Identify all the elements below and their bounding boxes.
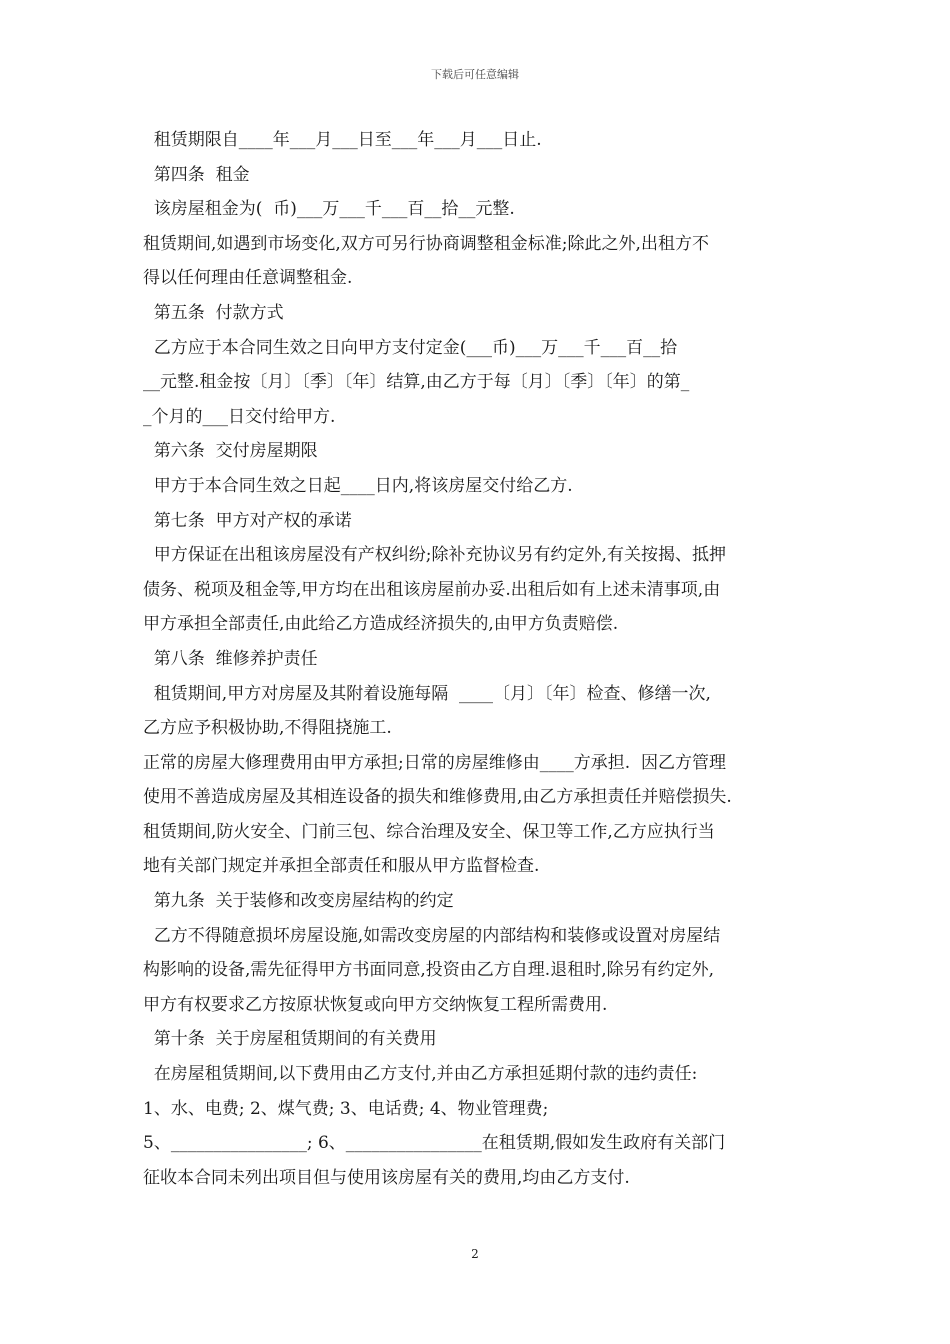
text-line: 第十条 关于房屋租赁期间的有关费用: [143, 1029, 437, 1050]
text-line: 得以任何理由任意调整租金.: [143, 268, 353, 289]
text-line: 在房屋租赁期间,以下费用由乙方支付,并由乙方承担延期付款的违约责任:: [143, 1064, 698, 1085]
text-line: 正常的房屋大修理费用由甲方承担;日常的房屋维修由____方承担. 因乙方管理: [143, 752, 726, 773]
text-line: 地有关部门规定并承担全部责任和服从甲方监督检查.: [143, 856, 540, 877]
text-line: 该房屋租金为( 币)___万___千___百__拾__元整.: [143, 199, 515, 220]
text-line: 1、水、电费; 2、煤气费; 3、电话费; 4、物业管理费;: [143, 1098, 549, 1119]
text-line: _个月的___日交付给甲方.: [143, 406, 336, 427]
text-line: 租赁期间,甲方对房屋及其附着设施每隔 ____〔月〕〔年〕检查、修缮一次,: [143, 683, 711, 704]
page-header: 下载后可任意编辑: [431, 68, 519, 81]
text-line: 乙方应予积极协助,不得阻挠施工.: [143, 718, 392, 739]
document-body: [143, 123, 813, 1195]
text-line: 第九条 关于装修和改变房屋结构的约定: [143, 891, 454, 912]
text-line: 甲方有权要求乙方按原状恢复或向甲方交纳恢复工程所需费用.: [143, 994, 608, 1015]
text-line: 租赁期间,如遇到市场变化,双方可另行协商调整租金标准;除此之外,出租方不: [143, 233, 709, 254]
text-line: 第五条 付款方式: [143, 302, 284, 323]
text-line: 债务、税项及租金等,甲方均在出租该房屋前办妥.出租后如有上述未清事项,由: [143, 579, 721, 600]
text-line: 第七条 甲方对产权的承诺: [143, 510, 352, 531]
text-line: 乙方不得随意损坏房屋设施,如需改变房屋的内部结构和装修或设置对房屋结: [143, 925, 721, 946]
text-line: 租赁期限自____年___月___日至___年___月___日止.: [143, 130, 542, 150]
page-number: 2: [471, 1247, 479, 1261]
text-line: 租赁期间,防火安全、门前三包、综合治理及安全、保卫等工作,乙方应执行当: [143, 821, 715, 842]
text-line: 甲方于本合同生效之日起____日内,将该房屋交付给乙方.: [143, 475, 573, 496]
text-line: 第四条 租金: [143, 164, 250, 185]
text-line: 第六条 交付房屋期限: [143, 441, 318, 462]
text-line: 乙方应于本合同生效之日向甲方支付定金(___币)___万___千___百__拾: [143, 337, 678, 358]
text-line: 构影响的设备,需先征得甲方书面同意,投资由乙方自理.退租时,除另有约定外,: [143, 960, 715, 981]
text-line: 5、________________; 6、________________在租赁期,假如发生政府有关部门: [143, 1133, 726, 1154]
text-line: 甲方保证在出租该房屋没有产权纠纷;除补充协议另有约定外,有关按揭、抵押: [143, 545, 726, 566]
text-line: 甲方承担全部责任,由此给乙方造成经济损失的,由甲方负责赔偿.: [143, 614, 619, 635]
text-line: 使用不善造成房屋及其相连设备的损失和维修费用,由乙方承担责任并赔偿损失.: [143, 787, 732, 808]
text-line: 第八条 维修养护责任: [143, 648, 318, 669]
text-line: 征收本合同未列出项目但与使用该房屋有关的费用,均由乙方支付.: [143, 1167, 630, 1188]
text-line: __元整.租金按〔月〕〔季〕〔年〕结算,由乙方于每〔月〕〔季〕〔年〕的第_: [143, 372, 690, 393]
